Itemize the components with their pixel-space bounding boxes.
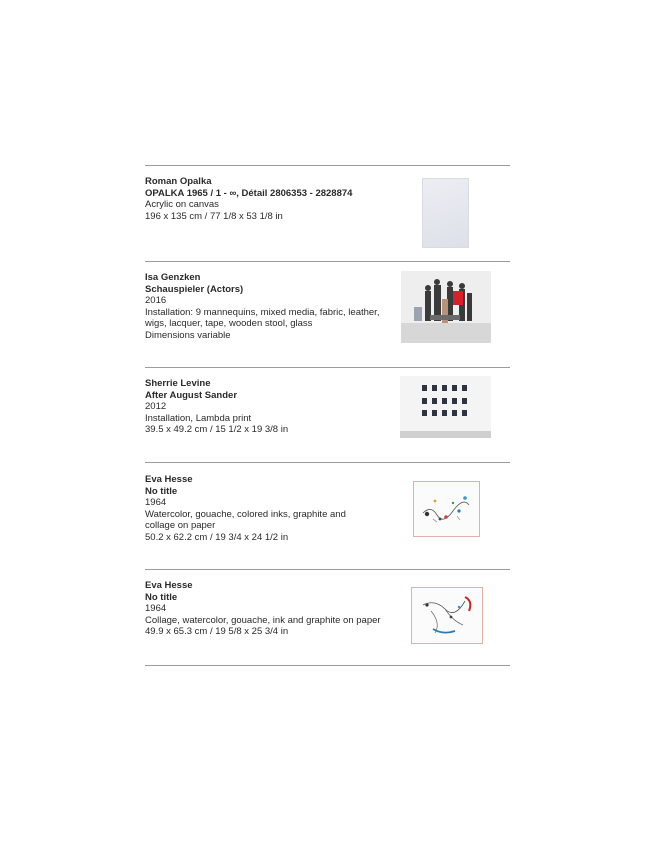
- artist-name: Eva Hesse: [145, 474, 193, 485]
- artwork-title: No title: [145, 485, 178, 497]
- artwork-detail: 2016: [145, 295, 167, 307]
- divider-3: [145, 367, 510, 368]
- artwork-detail: Installation: 9 mannequins, mixed media, fabric, leather,: [145, 306, 380, 318]
- artwork-thumbnail-levine: [400, 376, 491, 438]
- artwork-thumbnail-opalka: [422, 178, 469, 248]
- divider-6: [145, 665, 510, 666]
- divider-5: [145, 569, 510, 570]
- artwork-title: No title: [145, 591, 178, 603]
- artwork-detail: Collage, watercolor, gouache, ink and graphite on paper: [145, 614, 381, 626]
- artist-name: Roman Opalka: [145, 176, 212, 187]
- artwork-thumbnail-genzken: [401, 271, 491, 343]
- artist-name: Eva Hesse: [145, 580, 193, 591]
- artwork-title: After August Sander: [145, 389, 238, 401]
- divider-4: [145, 462, 510, 463]
- artwork-detail: Dimensions variable: [145, 329, 231, 341]
- artwork-detail: 1964: [145, 603, 167, 615]
- artwork-entry-5: [145, 580, 395, 638]
- artist-name: Isa Genzken: [145, 272, 201, 283]
- artwork-detail: collage on paper: [145, 520, 216, 532]
- artwork-detail: wigs, lacquer, tape, wooden stool, glass: [145, 318, 313, 330]
- artwork-entry-1: [145, 176, 395, 222]
- artwork-entry-3: [145, 378, 395, 436]
- artist-name: Sherrie Levine: [145, 378, 211, 389]
- artwork-detail: Acrylic on canvas: [145, 199, 219, 211]
- artwork-detail: 196 x 135 cm / 77 1/8 x 53 1/8 in: [145, 210, 283, 222]
- artwork-detail: 1964: [145, 497, 167, 509]
- artwork-title: OPALKA 1965 / 1 - ∞, Détail 2806353 - 2828874: [145, 187, 353, 199]
- artwork-thumbnail-hesse-2: [411, 587, 483, 644]
- artwork-detail: 2012: [145, 401, 167, 413]
- divider-1: [145, 165, 510, 166]
- artwork-detail: 50.2 x 62.2 cm / 19 3/4 x 24 1/2 in: [145, 531, 289, 543]
- divider-2: [145, 261, 510, 262]
- artwork-detail: 39.5 x 49.2 cm / 15 1/2 x 19 3/8 in: [145, 424, 289, 436]
- artwork-title: Schauspieler (Actors): [145, 283, 244, 295]
- artwork-thumbnail-hesse-1: [413, 481, 480, 537]
- artwork-detail: Installation, Lambda print: [145, 412, 252, 424]
- artwork-entry-2: [145, 272, 395, 342]
- artwork-detail: 49.9 x 65.3 cm / 19 5/8 x 25 3/4 in: [145, 626, 289, 638]
- artwork-entry-4: [145, 474, 395, 544]
- artwork-detail: Watercolor, gouache, colored inks, graphite and: [145, 508, 346, 520]
